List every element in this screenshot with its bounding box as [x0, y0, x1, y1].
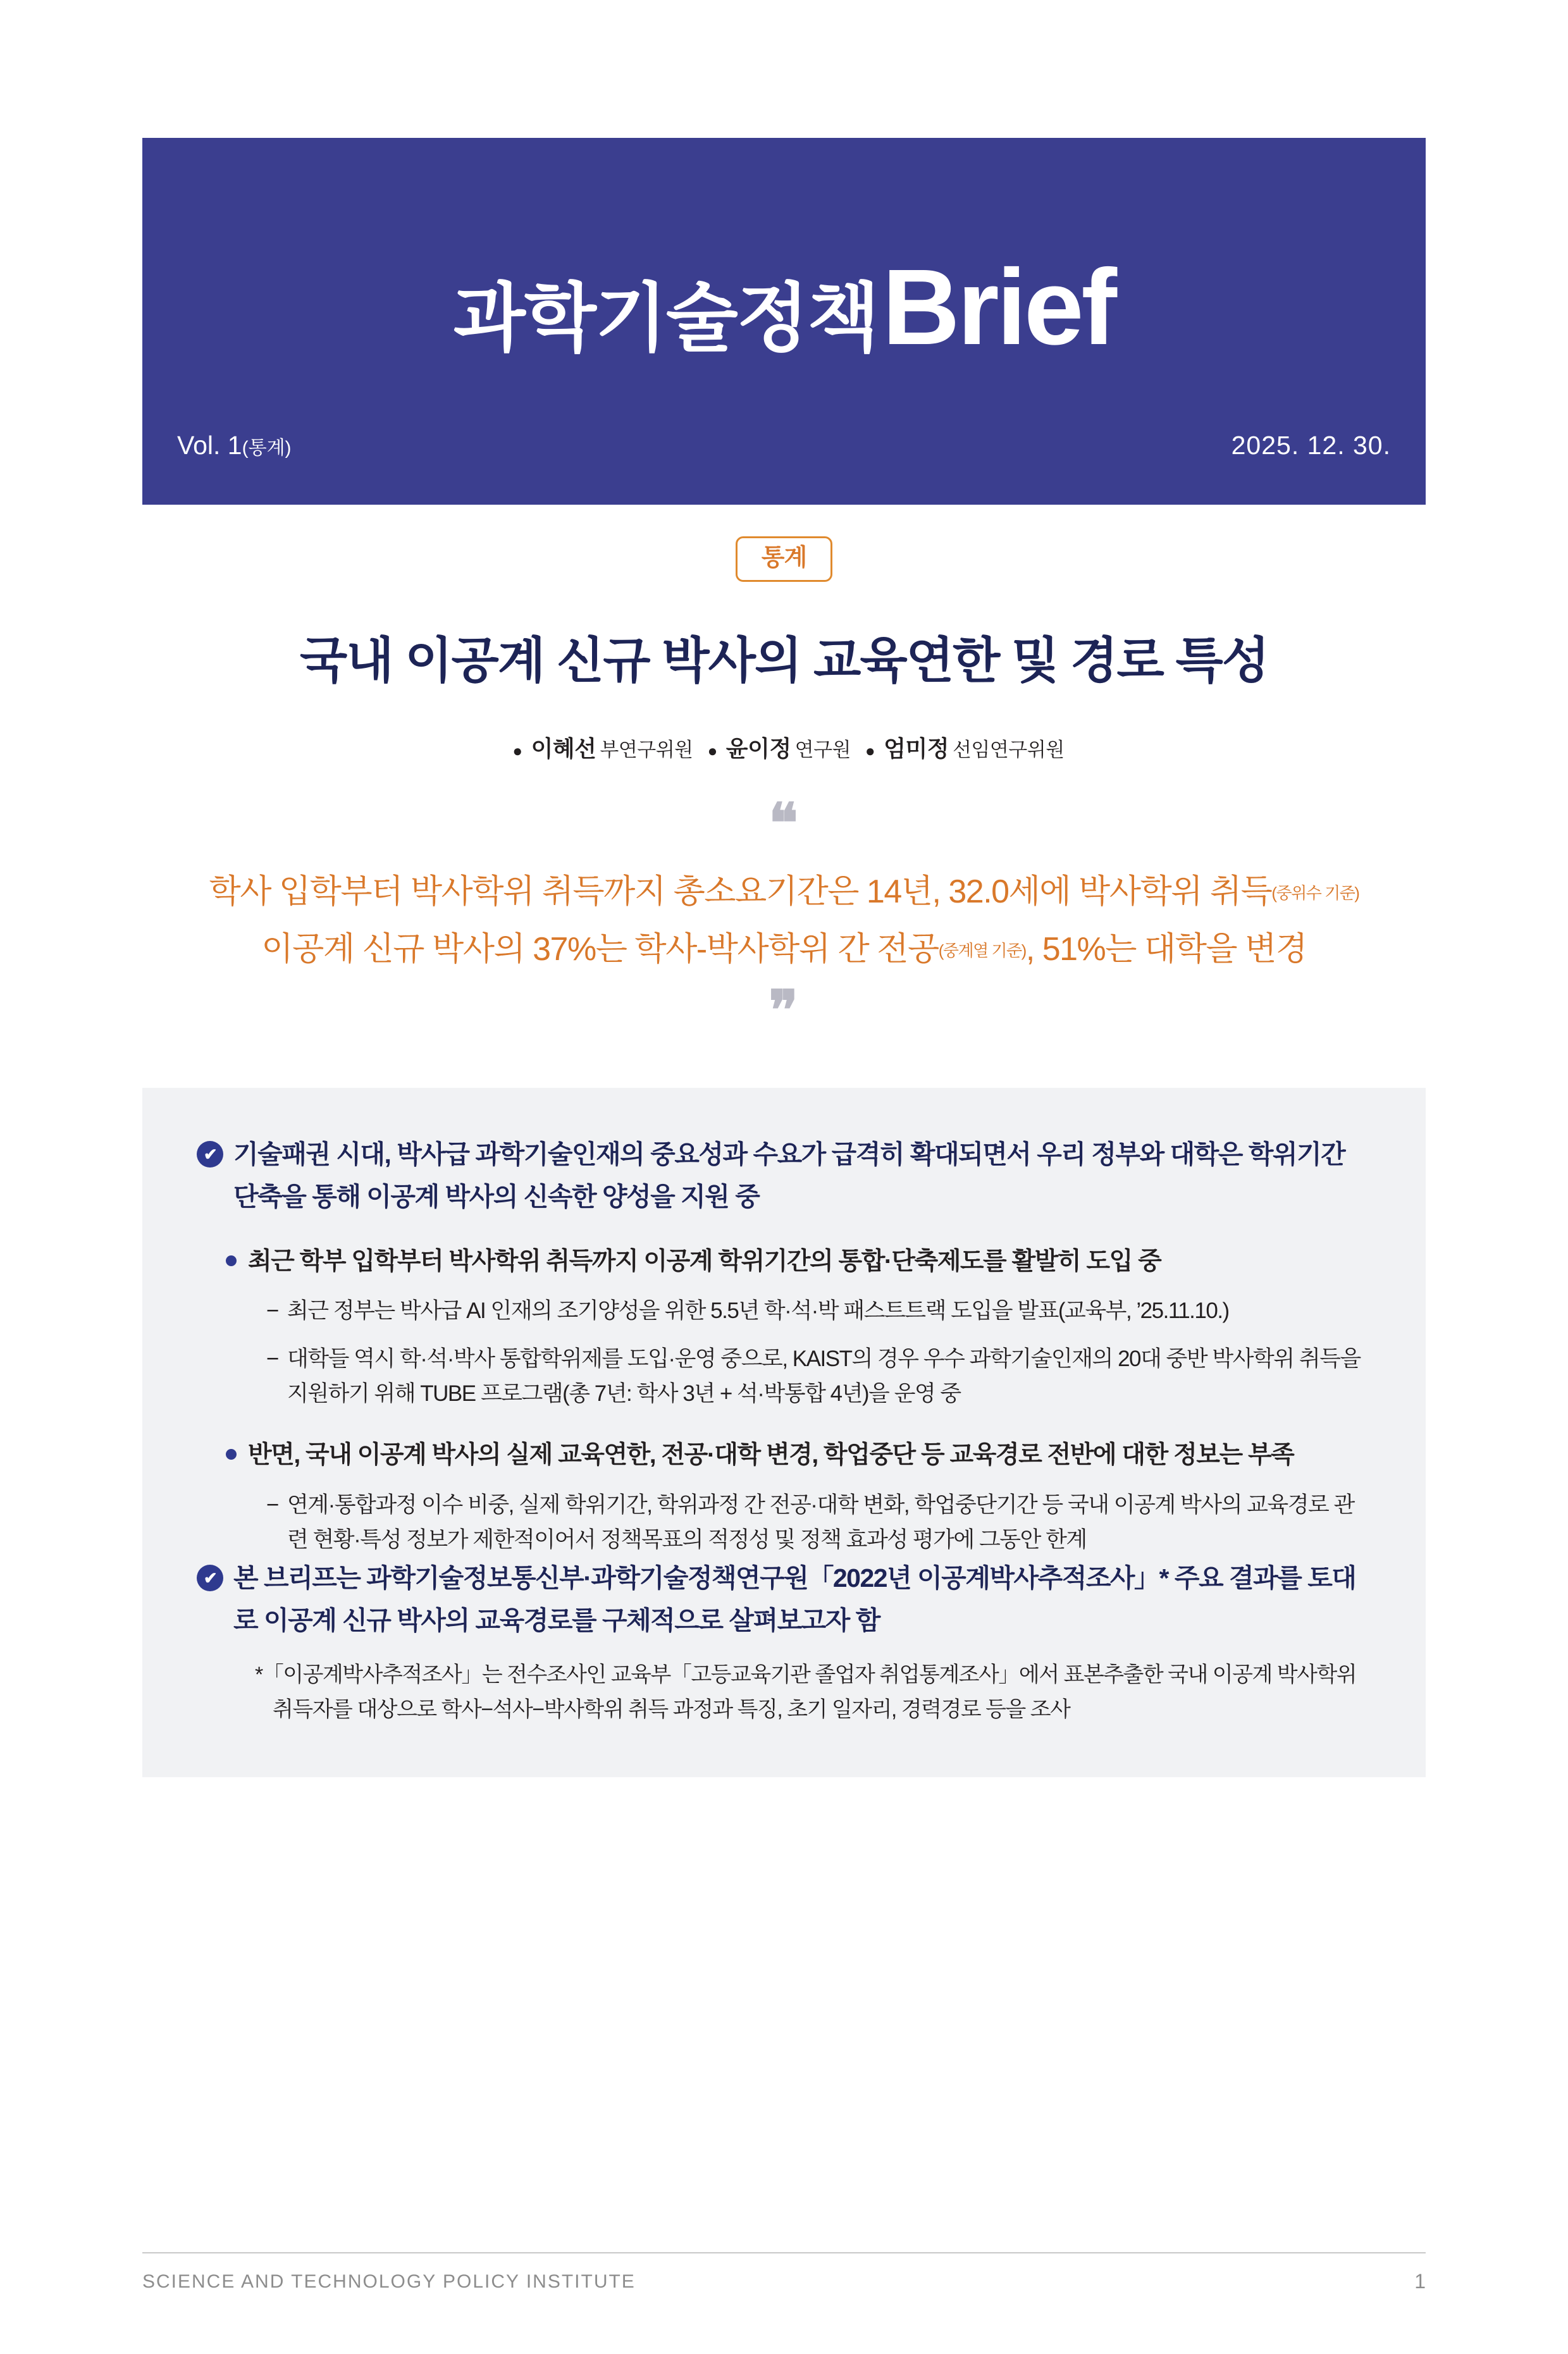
author-separator-icon: ● [512, 741, 522, 760]
volume-subtitle: (통계) [242, 438, 292, 459]
quote-open-icon: ❝ [769, 793, 799, 854]
summary-block-1-lead [197, 1133, 1371, 1217]
author-role: 부연구위원 [600, 739, 693, 761]
summary-subitem [266, 1341, 1371, 1412]
summary-subitem-text: 최근 정부는 박사급 AI 인재의 조기양성을 위한 5.5년 학·석·박 패스트트랙 도입을 발표(교육부, ’25.11.10.) [287, 1298, 1229, 1324]
author-name: 윤이정 [725, 736, 791, 761]
category-badge: 통계 [736, 536, 832, 582]
summary-block-1-lead-text: 기술패권 시대, 박사급 과학기술인재의 중요성과 수요가 급격히 확대되면서 우리 정부와 대학은 학위기간 단축을 통해 이공계 박사의 신속한 양성을 지원 중 [233, 1140, 1345, 1211]
quote-line-2-tail: , 51%는 대학을 변경 [1025, 930, 1307, 968]
quote-line-1-note: (중위수 기준) [1271, 883, 1359, 903]
summary-item-head [226, 1436, 1371, 1474]
publication-date: 2025. 12. 30. [1231, 431, 1391, 460]
quote-line-2-text: 이공계 신규 박사의 37%는 학사-박사학위 간 전공 [261, 930, 939, 968]
page-title: 국내 이공계 신규 박사의 교육연한 및 경로 특성 [299, 632, 1269, 688]
author-name: 이혜선 [531, 736, 596, 761]
summary-footnote: *「이공계박사추적조사」는 전수조사인 교육부「고등교육기관 졸업자 취업통계조사」에서 표본추출한 국내 이공계 박사학위취득자를 대상으로 학사−석사−박사학위 취득 과정과 특징, 초기 일자리, 경력경로 등을 조사 [255, 1663, 1357, 1722]
header-banner [142, 138, 1426, 505]
footer-organization: SCIENCE AND TECHNOLOGY POLICY INSTITUTE [142, 2271, 636, 2292]
author-role: 선임연구위원 [952, 739, 1065, 761]
summary-subitem [266, 1293, 1371, 1328]
summary-item-head [226, 1243, 1371, 1281]
bullet-dot-icon [226, 1255, 237, 1266]
author-role: 연구원 [794, 739, 851, 761]
check-circle-icon: ✔ [197, 1141, 223, 1168]
quote-line-2 [142, 921, 1426, 978]
dash-icon: − [266, 1298, 278, 1324]
dash-icon: − [266, 1346, 278, 1371]
check-circle-icon: ✔ [197, 1565, 223, 1591]
summary-subitem-text: 연계·통합과정 이수 비중, 실제 학위기간, 학위과정 간 전공·대학 변화, 학업중단기간 등 국내 이공계 박사의 교육경로 관련 현황·특성 정보가 제한적이어서 정책목표의 적정성 및 정책 효과성 평가에 그동안 한계 [287, 1492, 1354, 1553]
pull-quote [142, 793, 1426, 1041]
category-chip-row [142, 536, 1426, 582]
volume-number: Vol. 1 [177, 431, 242, 460]
quote-close-icon: ❞ [769, 980, 799, 1041]
banner-meta [177, 431, 1391, 460]
page-number: 1 [1414, 2270, 1426, 2293]
summary-subitem [266, 1488, 1371, 1558]
dash-icon: − [266, 1492, 278, 1517]
summary-block-2-lead-text: 본 브리프는 과학기술정보통신부·과학기술정책연구원「2022년 이공계박사추적조사」* 주요 결과를 토대로 이공계 신규 박사의 교육경로를 구체적으로 살펴보고자 함 [233, 1563, 1356, 1635]
author-list [142, 731, 1426, 763]
footer-row [142, 2270, 1426, 2293]
footer-divider [142, 2252, 1426, 2253]
summary-block-2-lead [197, 1557, 1371, 1641]
author-separator-icon: ● [865, 741, 875, 760]
publication-title [142, 245, 1426, 369]
summary-item-head-text: 반면, 국내 이공계 박사의 실제 교육연한, 전공·대학 변경, 학업중단 등 교육경로 전반에 대한 정보는 부족 [248, 1441, 1294, 1469]
quote-line-2-note: (중계열 기준) [938, 940, 1026, 960]
page [0, 138, 1568, 2354]
quote-line-1 [142, 863, 1426, 921]
publication-title-en: Brief [882, 247, 1115, 367]
quote-line-1-text: 학사 입학부터 박사학위 취득까지 총소요기간은 14년, 32.0세에 박사학위 취득 [209, 873, 1272, 910]
bullet-dot-icon [226, 1449, 237, 1460]
summary-box [142, 1088, 1426, 1777]
author-separator-icon: ● [707, 741, 717, 760]
summary-subitem-text: 대학들 역시 학·석·박사 통합학위제를 도입·운영 중으로, KAIST의 경우 우수 과학기술인재의 20대 중반 박사학위 취득을 지원하기 위해 TUBE 프로그램(총 7년: 학사 3년 + 석·박통합 4년)을 운영 중 [287, 1346, 1361, 1407]
publication-title-ko: 과학기술정책 [453, 277, 879, 360]
volume-label [177, 431, 292, 460]
page-footer [142, 2252, 1426, 2293]
author-name: 엄미정 [884, 736, 949, 761]
summary-item-head-text: 최근 학부 입학부터 박사학위 취득까지 이공계 학위기간의 통합·단축제도를 활발히 도입 중 [248, 1248, 1161, 1275]
